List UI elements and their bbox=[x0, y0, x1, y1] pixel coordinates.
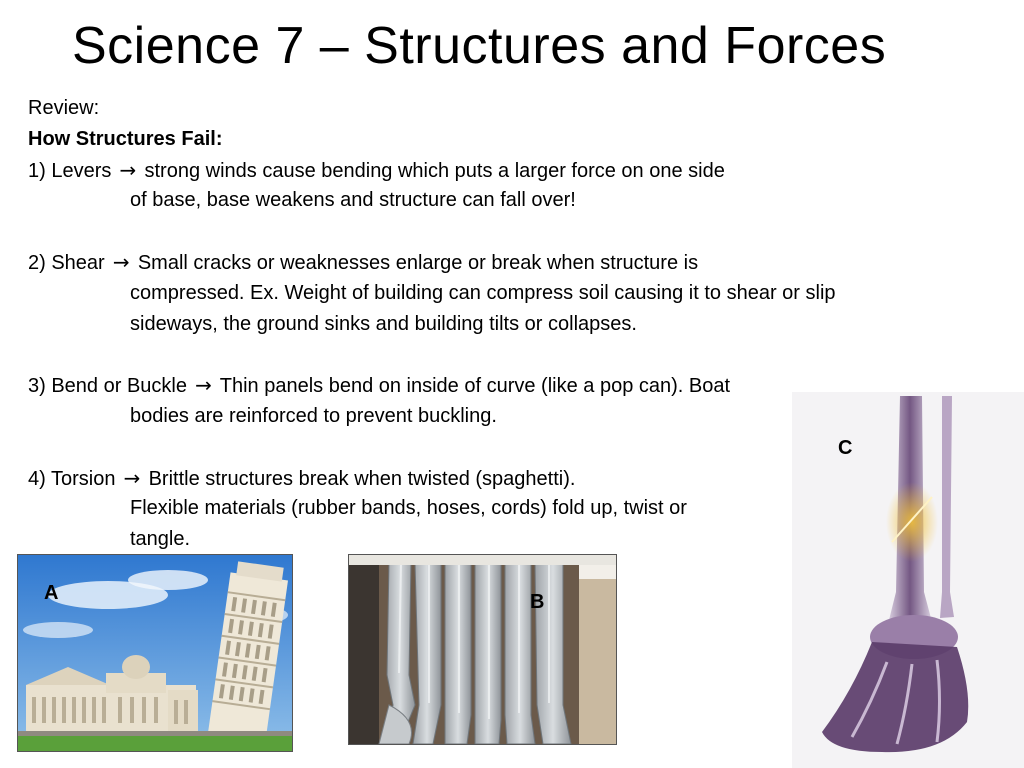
xray-leg-photo bbox=[792, 392, 1024, 768]
arrow-right-icon: → bbox=[123, 465, 141, 490]
item-3-continuation: bodies are reinforced to prevent buckling. bbox=[130, 404, 497, 427]
item-1-line bbox=[28, 155, 968, 186]
slide-title: Science 7 – Structures and Forces bbox=[72, 17, 887, 75]
buckled-panel-illustration bbox=[349, 555, 616, 744]
buckled-panel-photo bbox=[348, 554, 617, 745]
item-3-text: Thin panels bend on inside of curve (like a pop can). Boat bbox=[214, 375, 731, 398]
item-4-text: Brittle structures break when twisted (spaghetti). bbox=[143, 467, 576, 490]
item-2-text: Small cracks or weaknesses enlarge or break when structure is bbox=[132, 251, 699, 274]
item-4-continuation: Flexible materials (rubber bands, hoses, cords) fold up, twist or bbox=[130, 497, 687, 520]
item-1-lead: 1) Levers bbox=[28, 159, 112, 182]
figure-label-a: A bbox=[44, 582, 59, 604]
spacer bbox=[28, 216, 968, 247]
item-2-lead: 2) Shear bbox=[28, 251, 105, 274]
item-4-lead: 4) Torsion bbox=[28, 467, 116, 490]
item-1-text: strong winds cause bending which puts a larger force on one side bbox=[138, 159, 725, 182]
leaning-tower-illustration bbox=[18, 555, 292, 751]
review-label: Review: bbox=[28, 97, 100, 119]
arrow-right-icon: → bbox=[195, 373, 212, 398]
item-3-lead: 3) Bend or Buckle bbox=[28, 375, 187, 398]
figure-label-b: B bbox=[530, 591, 545, 613]
section-heading: How Structures Fail: bbox=[28, 127, 223, 150]
arrow-right-icon: → bbox=[119, 157, 137, 182]
item-1-continuation: of base, base weakens and structure can fall over! bbox=[130, 189, 576, 212]
item-4-continuation: tangle. bbox=[130, 528, 191, 551]
arrow-right-icon: → bbox=[112, 249, 130, 274]
xray-leg-illustration bbox=[792, 392, 1024, 768]
spacer bbox=[28, 339, 968, 370]
item-2-continuation: sideways, the ground sinks and building tilts or collapses. bbox=[130, 312, 637, 335]
figure-label-c: C bbox=[838, 437, 853, 459]
item-2-continuation: compressed. Ex. Weight of building can compress soil causing it to shear or slip bbox=[130, 281, 836, 304]
item-2-line bbox=[28, 247, 968, 278]
